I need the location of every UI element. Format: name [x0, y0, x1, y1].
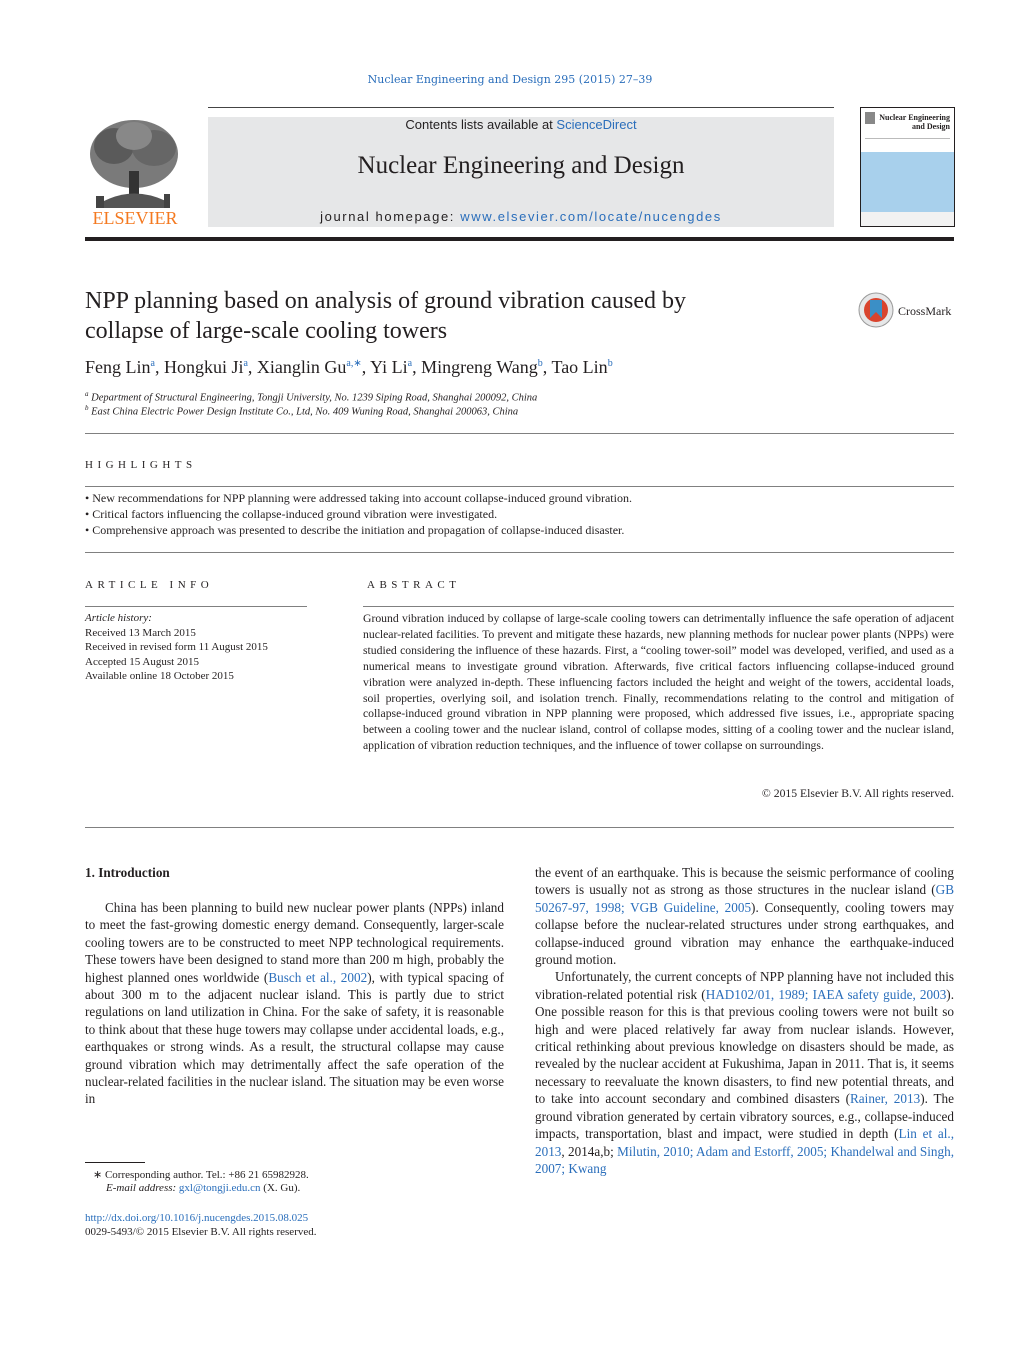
- author[interactable]: Mingreng Wang: [421, 357, 538, 377]
- citation-link[interactable]: Lin et al., 2013: [535, 1126, 954, 1159]
- abstract-text: Ground vibration induced by collapse of large-scale cooling towers can detrimentally influence the safe operation of adjacent nuclear-related facilities. To prevent and mitigate these hazards, new planning methods for nuclear power plants (NPPs) were studied considering the influence of these hazards. First, a “cooling tower-soil” model was developed, verified, and used as a numerical means to investigate ground vibration. Afterwards, five critical factors influencing collapse-induced ground vibration were analyzed in-depth. These influencing factors included the height and weight of the towers, accidental loads, soil properties, overlying soil, and isolation trench. Finally, recommendations relating to the control and mitigation of collapse-induced ground vibration in NPP planning were proposed, which addressed five issues, i.e., appropriate spacing between a cooling tower and the nuclear island, control of collapse modes, sitting of a cooling tower and the nuclear island, application of vibration reduction techniques, and the influence of tower collapse on surroundings.: [363, 612, 954, 753]
- masthead-rule: [85, 237, 954, 241]
- footnote-rule: [85, 1162, 145, 1163]
- crossmark-badge[interactable]: [858, 290, 958, 330]
- citation-link[interactable]: Rainer, 2013: [850, 1091, 921, 1107]
- header-rule: [208, 107, 834, 108]
- journal-name: Nuclear Engineering and Design: [357, 152, 685, 179]
- sciencedirect-link[interactable]: ScienceDirect: [556, 117, 637, 132]
- highlights-heading: HIGHLIGHTS: [85, 459, 197, 471]
- author[interactable]: Feng Lin: [85, 357, 151, 377]
- highlight-item: • New recommendations for NPP planning were addressed taking into account collapse-induced ground vibration.: [85, 491, 632, 505]
- affiliation-b: $^b$ East China Electric Power Design Institute Co., Ltd, No. 409 Wuning Road, Shanghai 200063, China: [85, 404, 519, 418]
- author[interactable]: Hongkui Ji: [163, 357, 244, 377]
- journal-homepage: journal homepage: www.elsevier.com/locate/nucengdes: [320, 209, 722, 224]
- citation-link[interactable]: Milutin, 2010; Adam and Estorff, 2005; Khandelwal and Singh, 2007; Kwang: [535, 1143, 954, 1176]
- author[interactable]: Tao Lin: [551, 357, 608, 377]
- divider: [85, 433, 954, 434]
- corresponding-author: ∗ Corresponding author. Tel.: +86 21 65982928.: [93, 1169, 309, 1181]
- issn-line: 0029-5493/© 2015 Elsevier B.V. All rights reserved.: [85, 1226, 317, 1238]
- section-heading: 1. Introduction: [85, 865, 170, 880]
- article-title: NPP planning based on analysis of ground vibration caused by collapse of large-scale cooling towers: [85, 288, 687, 344]
- highlight-item: • Comprehensive approach was presented to describe the initiation and propagation of collapse-induced disaster.: [85, 523, 625, 537]
- contents-line: Contents lists available at ScienceDirect: [405, 117, 637, 132]
- email-line: E-mail address: gxl@tongji.edu.cn (X. Gu).: [106, 1182, 301, 1194]
- citation-link[interactable]: GB 50267-97, 1998; VGB Guideline, 2005: [535, 882, 954, 915]
- article-info-heading: ARTICLE INFO: [85, 579, 214, 591]
- journal-citation[interactable]: Nuclear Engineering and Design 295 (2015) 27–39: [367, 73, 653, 86]
- divider: [363, 606, 954, 607]
- elsevier-logo: [84, 116, 186, 228]
- abstract-heading: ABSTRACT: [367, 579, 461, 591]
- cover-title-2: and Design: [911, 122, 950, 131]
- body-column-right: the event of an earthquake. This is because the seismic performance of cooling towers is usually not as strong as those structures in the nuclear island (GB 50267-97, 1998; VGB Guideline, 2005). Consequently, cooling towers may collapse before the nuclear-related structures under strong earthquakes, and collapse-induced ground vibration may enhance the earthquake-induced ground motion. Unfortunately, the current concepts of NPP planning have not included this vibration-related potential risk (HAD102/01, 1989; IAEA safety guide, 2003). One possible reason for this is that previous cooling towers were not built so high and were placed relatively far away from nuclear islands. However, critical rethinking about previous knowledge on disasters should be made, as revealed by the nuclear accident at Fukushima, Japan in 2011. That is, it seems necessary to reevaluate the known disasters, to find new potential threats, and to take into account secondary and combined disasters (Rainer, 2013). The ground vibration generated by certain vibratory sources, e.g., collapse-induced impacts, transportation, blast and impact, were studied in depth (Lin et al., 2013, 2014a,b; Milutin, 2010; Adam and Estorff, 2005; Khandelwal and Singh, 2007; Kwang: [535, 865, 955, 1176]
- highlight-item: • Critical factors influencing the collapse-induced ground vibration were investigated.: [85, 507, 498, 521]
- author-list: Feng Lin$^a$, Hongkui Ji$^a$, Xianglin $Gu^{a,∗}$, Yi Li$^a$, Mingreng Wang$^b$, Tao Lin$^b$: [85, 357, 613, 377]
- elsevier-wordmark: ELSEVIER: [92, 208, 178, 228]
- citation-link[interactable]: HAD102/01, 1989; IAEA safety guide, 2003: [705, 986, 947, 1002]
- article-history: Article history: Received 13 March 2015 Received in revised form 11 August 2015 Accepted 15 August 2015 Available online 18 October 2015: [85, 612, 268, 682]
- author[interactable]: Xianglin Gu: [256, 357, 347, 377]
- author[interactable]: Yi Li: [370, 357, 408, 377]
- divider: [85, 486, 954, 487]
- divider: [85, 606, 307, 607]
- cover-title-1: Nuclear Engineering: [879, 113, 950, 122]
- divider: [85, 552, 954, 553]
- email-link[interactable]: gxl@tongji.edu.cn: [178, 1182, 261, 1194]
- citation-link[interactable]: Busch et al., 2002: [268, 969, 368, 985]
- doi-link[interactable]: http://dx.doi.org/10.1016/j.nucengdes.2015.08.025: [85, 1212, 309, 1224]
- homepage-link[interactable]: www.elsevier.com/locate/nucengdes: [460, 209, 722, 224]
- body-column-left: China has been planning to build new nuclear power plants (NPPs) inland to meet the fast-growing domestic energy demand. Consequently, larger-scale cooling towers are to be constructed to meet NPP technological requirements. These towers have been designed to stand more than 200 m high, probably the highest planned ones worldwide (Busch et al., 2002), with typical spacing of about 300 m to the adjacent nuclear island. This is partly due to strict regulations on land utilization in China. For the sake of safety, it is reasonable to think about that these huge towers may collapse under accidental loads, e.g., earthquakes or strong winds. As a result, the structural collapse may cause ground vibration which may detrimentally affect the safe operation of the nuclear-related facilities in the nuclear island. The situation may be even worse in: [85, 900, 504, 1107]
- abstract-copyright: © 2015 Elsevier B.V. All rights reserved.: [761, 787, 954, 800]
- affiliation-a: $^a$ Department of Structural Engineering, Tongji University, No. 1239 Siping Road, Shanghai 200092, China: [85, 390, 538, 404]
- cover-logo-icon: [865, 112, 875, 124]
- journal-cover: [860, 107, 955, 227]
- crossmark-label: CrossMark: [898, 304, 952, 318]
- divider: [85, 827, 954, 828]
